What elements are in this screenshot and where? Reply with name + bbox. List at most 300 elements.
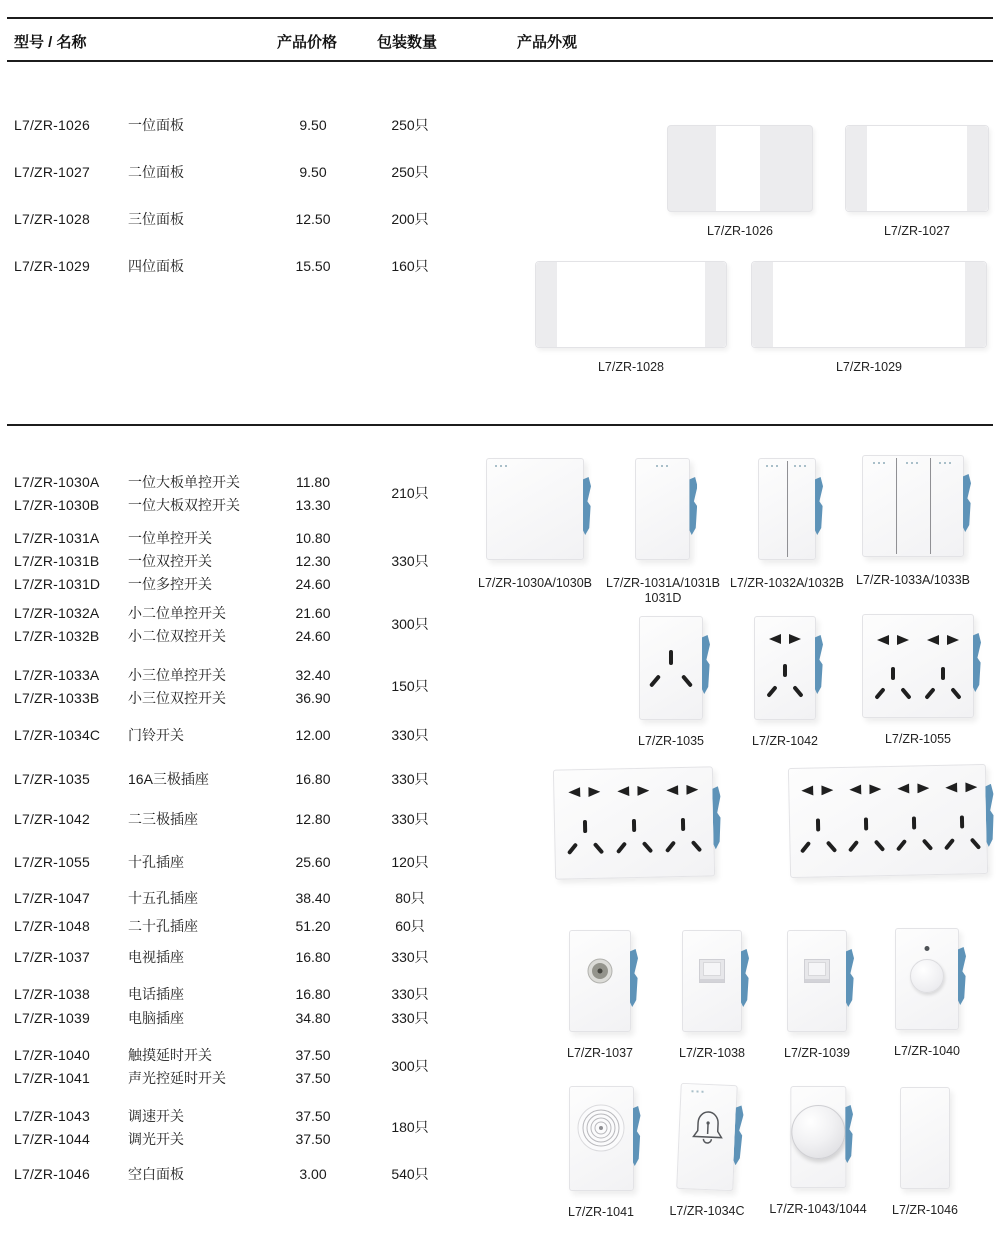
product-figure bbox=[606, 458, 720, 606]
right-frame-band bbox=[967, 126, 988, 211]
model-cell: L7/ZR-1037 bbox=[14, 948, 90, 965]
model-cell: L7/ZR-1029 bbox=[14, 257, 90, 274]
jack-graphic bbox=[787, 930, 847, 1032]
group-rows bbox=[14, 663, 350, 709]
product-label: L7/ZR-1034C bbox=[669, 1204, 745, 1218]
section-divider-rule bbox=[7, 424, 993, 426]
price-cell: 12.80 bbox=[295, 810, 331, 827]
group-rows bbox=[14, 914, 350, 937]
name-cell: 一位大板单控开关 bbox=[128, 473, 240, 490]
product-label: L7/ZR-1035 bbox=[637, 734, 705, 748]
brand-dots bbox=[906, 462, 920, 464]
price-cell: 38.40 bbox=[295, 889, 331, 906]
product-figure bbox=[769, 1086, 866, 1216]
mounting-clip bbox=[973, 633, 981, 692]
mounting-clip bbox=[985, 784, 994, 847]
product-label: L7/ZR-1026 bbox=[706, 224, 773, 238]
product-label: L7/ZR-1032A/1032B bbox=[730, 576, 844, 590]
rotary-knob bbox=[791, 1105, 845, 1159]
socket-pin bbox=[816, 818, 820, 831]
qty-value: 330只 bbox=[391, 948, 429, 965]
qty-value: 300只 bbox=[391, 1058, 429, 1074]
coax-connector-icon bbox=[587, 958, 613, 984]
product-label: L7/ZR-1042 bbox=[751, 734, 819, 748]
product-figure bbox=[535, 261, 727, 374]
right-frame-band bbox=[705, 262, 726, 347]
switch-1-graphic bbox=[636, 458, 691, 560]
model-cell: L7/ZR-1044 bbox=[14, 1130, 90, 1147]
socket-pin bbox=[691, 840, 703, 852]
socket-pin bbox=[681, 818, 685, 831]
qty-cell-group bbox=[350, 850, 470, 873]
socket-pin bbox=[864, 817, 868, 830]
qty-cell-group bbox=[350, 982, 470, 1005]
product-label: L7/ZR-1041 bbox=[567, 1205, 635, 1219]
col-header-model: 型号 / 名称 bbox=[14, 34, 87, 51]
price-cell: 9.50 bbox=[299, 163, 327, 180]
section1-table bbox=[14, 101, 470, 289]
frame2-graphic bbox=[845, 125, 989, 212]
table-group bbox=[14, 945, 470, 968]
name-cell: 十孔插座 bbox=[128, 853, 184, 870]
price-cell: 25.60 bbox=[295, 853, 331, 870]
qty-cell-group bbox=[350, 1043, 470, 1089]
mounting-clip bbox=[632, 1106, 640, 1166]
price-cell: 10.80 bbox=[295, 529, 331, 546]
qty-cell-group bbox=[350, 1006, 470, 1029]
socket-20-graphic bbox=[788, 764, 988, 878]
table-row bbox=[14, 886, 350, 909]
socket-pin bbox=[848, 840, 859, 853]
col-header-appearance: 产品外观 bbox=[517, 34, 578, 51]
mounting-clip bbox=[583, 477, 591, 535]
name-cell: 调速开关 bbox=[128, 1107, 184, 1124]
mounting-clip bbox=[846, 949, 854, 1007]
price-cell: 12.00 bbox=[295, 726, 331, 743]
brand-dots bbox=[766, 465, 780, 467]
group-rows bbox=[14, 1043, 350, 1089]
socket-pin bbox=[665, 840, 676, 853]
left-frame-band bbox=[536, 262, 557, 347]
group-rows bbox=[14, 601, 350, 647]
mounting-clip bbox=[690, 477, 698, 535]
price-cell: 51.20 bbox=[295, 917, 331, 934]
mounting-clip bbox=[741, 949, 749, 1007]
qty-cell: 200只 bbox=[391, 210, 429, 227]
top-rule bbox=[7, 17, 993, 19]
name-cell: 电脑插座 bbox=[128, 1009, 184, 1026]
group-rows bbox=[14, 982, 350, 1005]
socket-pin bbox=[922, 838, 934, 850]
product-figure bbox=[752, 616, 818, 748]
socket-pin bbox=[686, 785, 698, 795]
price-cell: 36.90 bbox=[295, 689, 331, 706]
price-cell: 34.80 bbox=[295, 1009, 331, 1026]
qty-cell-group bbox=[350, 914, 470, 937]
product-figure bbox=[567, 930, 633, 1060]
model-cell: L7/ZR-1033B bbox=[14, 689, 100, 706]
gang-divider bbox=[930, 458, 931, 554]
socket-5-graphic bbox=[754, 616, 816, 720]
qty-cell-group bbox=[350, 723, 470, 746]
qty-value: 150只 bbox=[391, 678, 429, 694]
switch-3-graphic bbox=[862, 455, 964, 557]
socket-pin bbox=[945, 783, 957, 793]
price-cell: 37.50 bbox=[295, 1046, 331, 1063]
switch-big-graphic bbox=[486, 458, 584, 560]
name-cell: 一位单控开关 bbox=[128, 529, 212, 546]
product-label-secondary: 1031D bbox=[644, 591, 682, 606]
table-row bbox=[14, 945, 350, 968]
model-cell: L7/ZR-1041 bbox=[14, 1069, 90, 1086]
socket-pin bbox=[789, 634, 801, 644]
qty-cell: 160只 bbox=[391, 257, 429, 274]
table-row bbox=[14, 686, 350, 709]
socket-pin bbox=[874, 839, 886, 851]
socket-pin bbox=[583, 820, 587, 833]
product-figure bbox=[856, 455, 970, 587]
socket-pin bbox=[917, 783, 929, 793]
table-row bbox=[14, 526, 350, 549]
table-row bbox=[14, 242, 470, 289]
product-figure bbox=[638, 616, 704, 748]
price-cell: 24.60 bbox=[295, 575, 331, 592]
socket-pin bbox=[616, 841, 627, 854]
product-label: L7/ZR-1043/1044 bbox=[769, 1202, 867, 1216]
name-cell: 门铃开关 bbox=[128, 726, 184, 743]
socket-pin bbox=[769, 634, 781, 644]
model-cell: L7/ZR-1040 bbox=[14, 1046, 90, 1063]
table-row bbox=[14, 1006, 350, 1029]
group-rows bbox=[14, 1006, 350, 1029]
model-cell: L7/ZR-1026 bbox=[14, 116, 90, 133]
model-cell: L7/ZR-1030A bbox=[14, 473, 100, 490]
price-cell: 37.50 bbox=[295, 1107, 331, 1124]
speaker-grille-icon bbox=[577, 1104, 625, 1152]
socket-pin bbox=[896, 839, 907, 852]
touch-button bbox=[910, 959, 944, 993]
model-cell: L7/ZR-1034C bbox=[14, 726, 101, 743]
qty-value: 60只 bbox=[395, 917, 425, 934]
qty-cell-group bbox=[350, 767, 470, 790]
product-figure bbox=[554, 768, 714, 878]
product-figure bbox=[730, 458, 844, 590]
qty-cell-group bbox=[350, 1162, 470, 1185]
socket-pin bbox=[924, 687, 935, 700]
mounting-clip bbox=[963, 474, 971, 532]
socket-15-graphic bbox=[553, 766, 715, 879]
product-figure bbox=[679, 930, 745, 1060]
product-label: L7/ZR-1033A/1033B bbox=[856, 573, 970, 587]
section2-table bbox=[14, 470, 470, 1185]
price-cell: 37.50 bbox=[295, 1130, 331, 1147]
table-row bbox=[14, 101, 470, 148]
table-row bbox=[14, 1127, 350, 1150]
name-cell: 十五孔插座 bbox=[128, 889, 198, 906]
knob-graphic bbox=[790, 1086, 846, 1188]
price-cell: 21.60 bbox=[295, 604, 331, 621]
jack-port-icon bbox=[804, 959, 830, 983]
price-cell: 24.60 bbox=[295, 627, 331, 644]
qty-value: 210只 bbox=[391, 485, 429, 501]
model-cell: L7/ZR-1028 bbox=[14, 210, 90, 227]
socket-pin bbox=[637, 786, 649, 796]
jack-port-icon bbox=[699, 959, 725, 983]
qty-cell: 250只 bbox=[391, 116, 429, 133]
table-group bbox=[14, 850, 470, 873]
price-cell: 3.00 bbox=[299, 1165, 327, 1182]
socket-pin bbox=[897, 635, 909, 645]
qty-value: 330只 bbox=[391, 770, 429, 787]
socket-pin bbox=[849, 785, 861, 795]
model-cell: L7/ZR-1043 bbox=[14, 1107, 90, 1124]
product-figure bbox=[892, 1087, 958, 1217]
blank-graphic bbox=[900, 1087, 950, 1189]
table-group bbox=[14, 1043, 470, 1089]
qty-cell-group bbox=[350, 945, 470, 968]
socket-pin bbox=[792, 685, 803, 698]
table-row bbox=[14, 982, 350, 1005]
table-row bbox=[14, 1162, 350, 1185]
right-frame-band bbox=[965, 262, 986, 347]
product-label: L7/ZR-1031A/1031B bbox=[606, 576, 720, 590]
socket-pin bbox=[766, 685, 777, 698]
socket-pin bbox=[947, 635, 959, 645]
socket-pin bbox=[960, 815, 964, 828]
table-group bbox=[14, 1006, 470, 1029]
model-cell: L7/ZR-1047 bbox=[14, 889, 90, 906]
table-row bbox=[14, 807, 350, 830]
product-label: L7/ZR-1028 bbox=[597, 360, 664, 374]
socket-pin bbox=[874, 687, 885, 700]
socket-pin bbox=[783, 664, 787, 677]
left-frame-band bbox=[752, 262, 773, 347]
table-group bbox=[14, 470, 470, 516]
socket-pin bbox=[877, 635, 889, 645]
gang-divider bbox=[896, 458, 897, 554]
qty-cell-group bbox=[350, 663, 470, 709]
price-cell: 32.40 bbox=[295, 666, 331, 683]
name-cell: 电视插座 bbox=[128, 948, 184, 965]
product-figure bbox=[862, 614, 974, 746]
table-row bbox=[14, 1104, 350, 1127]
socket-pin bbox=[821, 785, 833, 795]
socket-pin bbox=[632, 819, 636, 832]
group-rows bbox=[14, 945, 350, 968]
qty-value: 120只 bbox=[391, 853, 429, 870]
table-group bbox=[14, 886, 470, 909]
model-cell: L7/ZR-1042 bbox=[14, 810, 90, 827]
table-group bbox=[14, 807, 470, 830]
model-cell: L7/ZR-1031B bbox=[14, 552, 100, 569]
socket-pin bbox=[800, 841, 811, 854]
qty-cell-group bbox=[350, 886, 470, 909]
tv-graphic bbox=[569, 930, 631, 1032]
product-figure bbox=[789, 766, 987, 876]
product-label: L7/ZR-1055 bbox=[884, 732, 951, 746]
frame4-graphic bbox=[751, 261, 987, 348]
table-group bbox=[14, 1104, 470, 1150]
indicator-led bbox=[924, 946, 929, 951]
col-header-qty: 包装数量 bbox=[377, 34, 438, 51]
qty-cell: 250只 bbox=[391, 163, 429, 180]
socket-pin bbox=[568, 787, 580, 797]
table-row bbox=[14, 148, 470, 195]
socket-pin bbox=[941, 667, 945, 680]
model-cell: L7/ZR-1033A bbox=[14, 666, 100, 683]
name-cell: 小三位单控开关 bbox=[128, 666, 226, 683]
socket-3-graphic bbox=[639, 616, 703, 720]
socket-pin bbox=[649, 674, 661, 687]
touch-graphic bbox=[895, 928, 959, 1030]
socket-pin bbox=[801, 786, 813, 796]
qty-cell-group bbox=[350, 526, 470, 595]
name-cell: 三位面板 bbox=[128, 210, 184, 227]
soundlight-graphic bbox=[568, 1086, 633, 1191]
mounting-clip bbox=[845, 1105, 853, 1163]
socket-pin bbox=[900, 687, 911, 700]
qty-value: 540只 bbox=[391, 1165, 429, 1182]
name-cell: 电话插座 bbox=[128, 985, 184, 1002]
product-figure bbox=[568, 1086, 634, 1219]
name-cell: 四位面板 bbox=[128, 257, 184, 274]
price-cell: 11.80 bbox=[296, 473, 330, 490]
table-group bbox=[14, 767, 470, 790]
price-cell: 16.80 bbox=[295, 985, 331, 1002]
qty-value: 300只 bbox=[391, 616, 429, 632]
qty-value: 330只 bbox=[391, 810, 429, 827]
table-row bbox=[14, 624, 350, 647]
group-rows bbox=[14, 470, 350, 516]
mounting-clip bbox=[702, 635, 710, 694]
product-label: L7/ZR-1030A/1030B bbox=[478, 576, 592, 590]
name-cell: 小三位双控开关 bbox=[128, 689, 226, 706]
socket-pin bbox=[944, 838, 955, 851]
brand-dots bbox=[691, 1090, 705, 1093]
product-figure bbox=[667, 125, 813, 238]
name-cell: 一位大板双控开关 bbox=[128, 496, 240, 513]
socket-pin bbox=[617, 786, 629, 796]
product-label: L7/ZR-1046 bbox=[891, 1203, 959, 1217]
table-row bbox=[14, 767, 350, 790]
group-rows bbox=[14, 1162, 350, 1185]
mounting-clip bbox=[630, 949, 638, 1007]
product-label: L7/ZR-1040 bbox=[893, 1044, 961, 1058]
socket-pin bbox=[950, 687, 961, 700]
product-label: L7/ZR-1029 bbox=[835, 360, 902, 374]
socket-pin bbox=[869, 784, 881, 794]
name-cell: 小二位双控开关 bbox=[128, 627, 226, 644]
product-label: L7/ZR-1038 bbox=[678, 1046, 746, 1060]
qty-value: 80只 bbox=[395, 889, 425, 906]
model-cell: L7/ZR-1039 bbox=[14, 1009, 90, 1026]
left-frame-band bbox=[846, 126, 867, 211]
socket-pin bbox=[593, 842, 605, 854]
model-cell: L7/ZR-1027 bbox=[14, 163, 90, 180]
price-cell: 12.30 bbox=[295, 552, 331, 569]
socket-pin bbox=[826, 840, 838, 852]
product-figure bbox=[669, 1084, 744, 1218]
model-cell: L7/ZR-1055 bbox=[14, 853, 90, 870]
name-cell: 小二位单控开关 bbox=[128, 604, 226, 621]
model-cell: L7/ZR-1032A bbox=[14, 604, 100, 621]
group-rows bbox=[14, 767, 350, 790]
socket-pin bbox=[927, 635, 939, 645]
table-group bbox=[14, 723, 470, 746]
name-cell: 二十孔插座 bbox=[128, 917, 198, 934]
table-row bbox=[14, 850, 350, 873]
qty-cell-group bbox=[350, 1104, 470, 1150]
mounting-clip bbox=[958, 947, 966, 1005]
model-cell: L7/ZR-1048 bbox=[14, 917, 90, 934]
socket-pin bbox=[588, 787, 600, 797]
price-cell: 16.80 bbox=[295, 770, 331, 787]
table-row bbox=[14, 601, 350, 624]
name-cell: 调光开关 bbox=[128, 1130, 184, 1147]
qty-value: 330只 bbox=[391, 985, 429, 1002]
price-cell: 12.50 bbox=[295, 210, 331, 227]
name-cell: 一位多控开关 bbox=[128, 575, 212, 592]
product-figure bbox=[784, 930, 850, 1060]
qty-cell-group bbox=[350, 807, 470, 830]
model-cell: L7/ZR-1046 bbox=[14, 1165, 90, 1182]
mounting-clip bbox=[815, 635, 823, 694]
table-row bbox=[14, 195, 470, 242]
frame1-graphic bbox=[667, 125, 813, 212]
frame3-graphic bbox=[535, 261, 727, 348]
price-cell: 15.50 bbox=[295, 257, 331, 274]
socket-pin bbox=[912, 816, 916, 829]
socket-pin bbox=[669, 650, 673, 665]
table-row bbox=[14, 914, 350, 937]
product-figure bbox=[751, 261, 987, 374]
price-cell: 13.30 bbox=[295, 496, 331, 513]
name-cell: 触摸延时开关 bbox=[128, 1046, 212, 1063]
product-figure bbox=[478, 458, 592, 590]
mounting-clip bbox=[712, 786, 721, 849]
table-group bbox=[14, 914, 470, 937]
brand-dots bbox=[656, 465, 670, 467]
table-row bbox=[14, 1066, 350, 1089]
qty-value: 180只 bbox=[391, 1119, 429, 1135]
model-cell: L7/ZR-1035 bbox=[14, 770, 90, 787]
group-rows bbox=[14, 1104, 350, 1150]
col-header-price: 产品价格 bbox=[277, 34, 338, 51]
socket-pin bbox=[642, 841, 654, 853]
table-group bbox=[14, 526, 470, 595]
product-label: L7/ZR-1027 bbox=[883, 224, 950, 238]
name-cell: 一位面板 bbox=[128, 116, 184, 133]
table-row bbox=[14, 470, 350, 493]
price-cell: 9.50 bbox=[299, 116, 327, 133]
model-cell: L7/ZR-1031A bbox=[14, 529, 100, 546]
table-group bbox=[14, 601, 470, 647]
table-group bbox=[14, 663, 470, 709]
brand-dots bbox=[939, 462, 953, 464]
name-cell: 16A三极插座 bbox=[128, 770, 209, 787]
name-cell: 一位双控开关 bbox=[128, 552, 212, 569]
socket-10-graphic bbox=[862, 614, 974, 718]
group-rows bbox=[14, 723, 350, 746]
jack-inner bbox=[703, 962, 721, 976]
socket-pin bbox=[970, 837, 982, 849]
group-rows bbox=[14, 526, 350, 595]
table-row bbox=[14, 1043, 350, 1066]
product-label: L7/ZR-1039 bbox=[783, 1046, 851, 1060]
qty-value: 330只 bbox=[391, 726, 429, 743]
group-rows bbox=[14, 807, 350, 830]
name-cell: 声光控延时开关 bbox=[128, 1069, 226, 1086]
